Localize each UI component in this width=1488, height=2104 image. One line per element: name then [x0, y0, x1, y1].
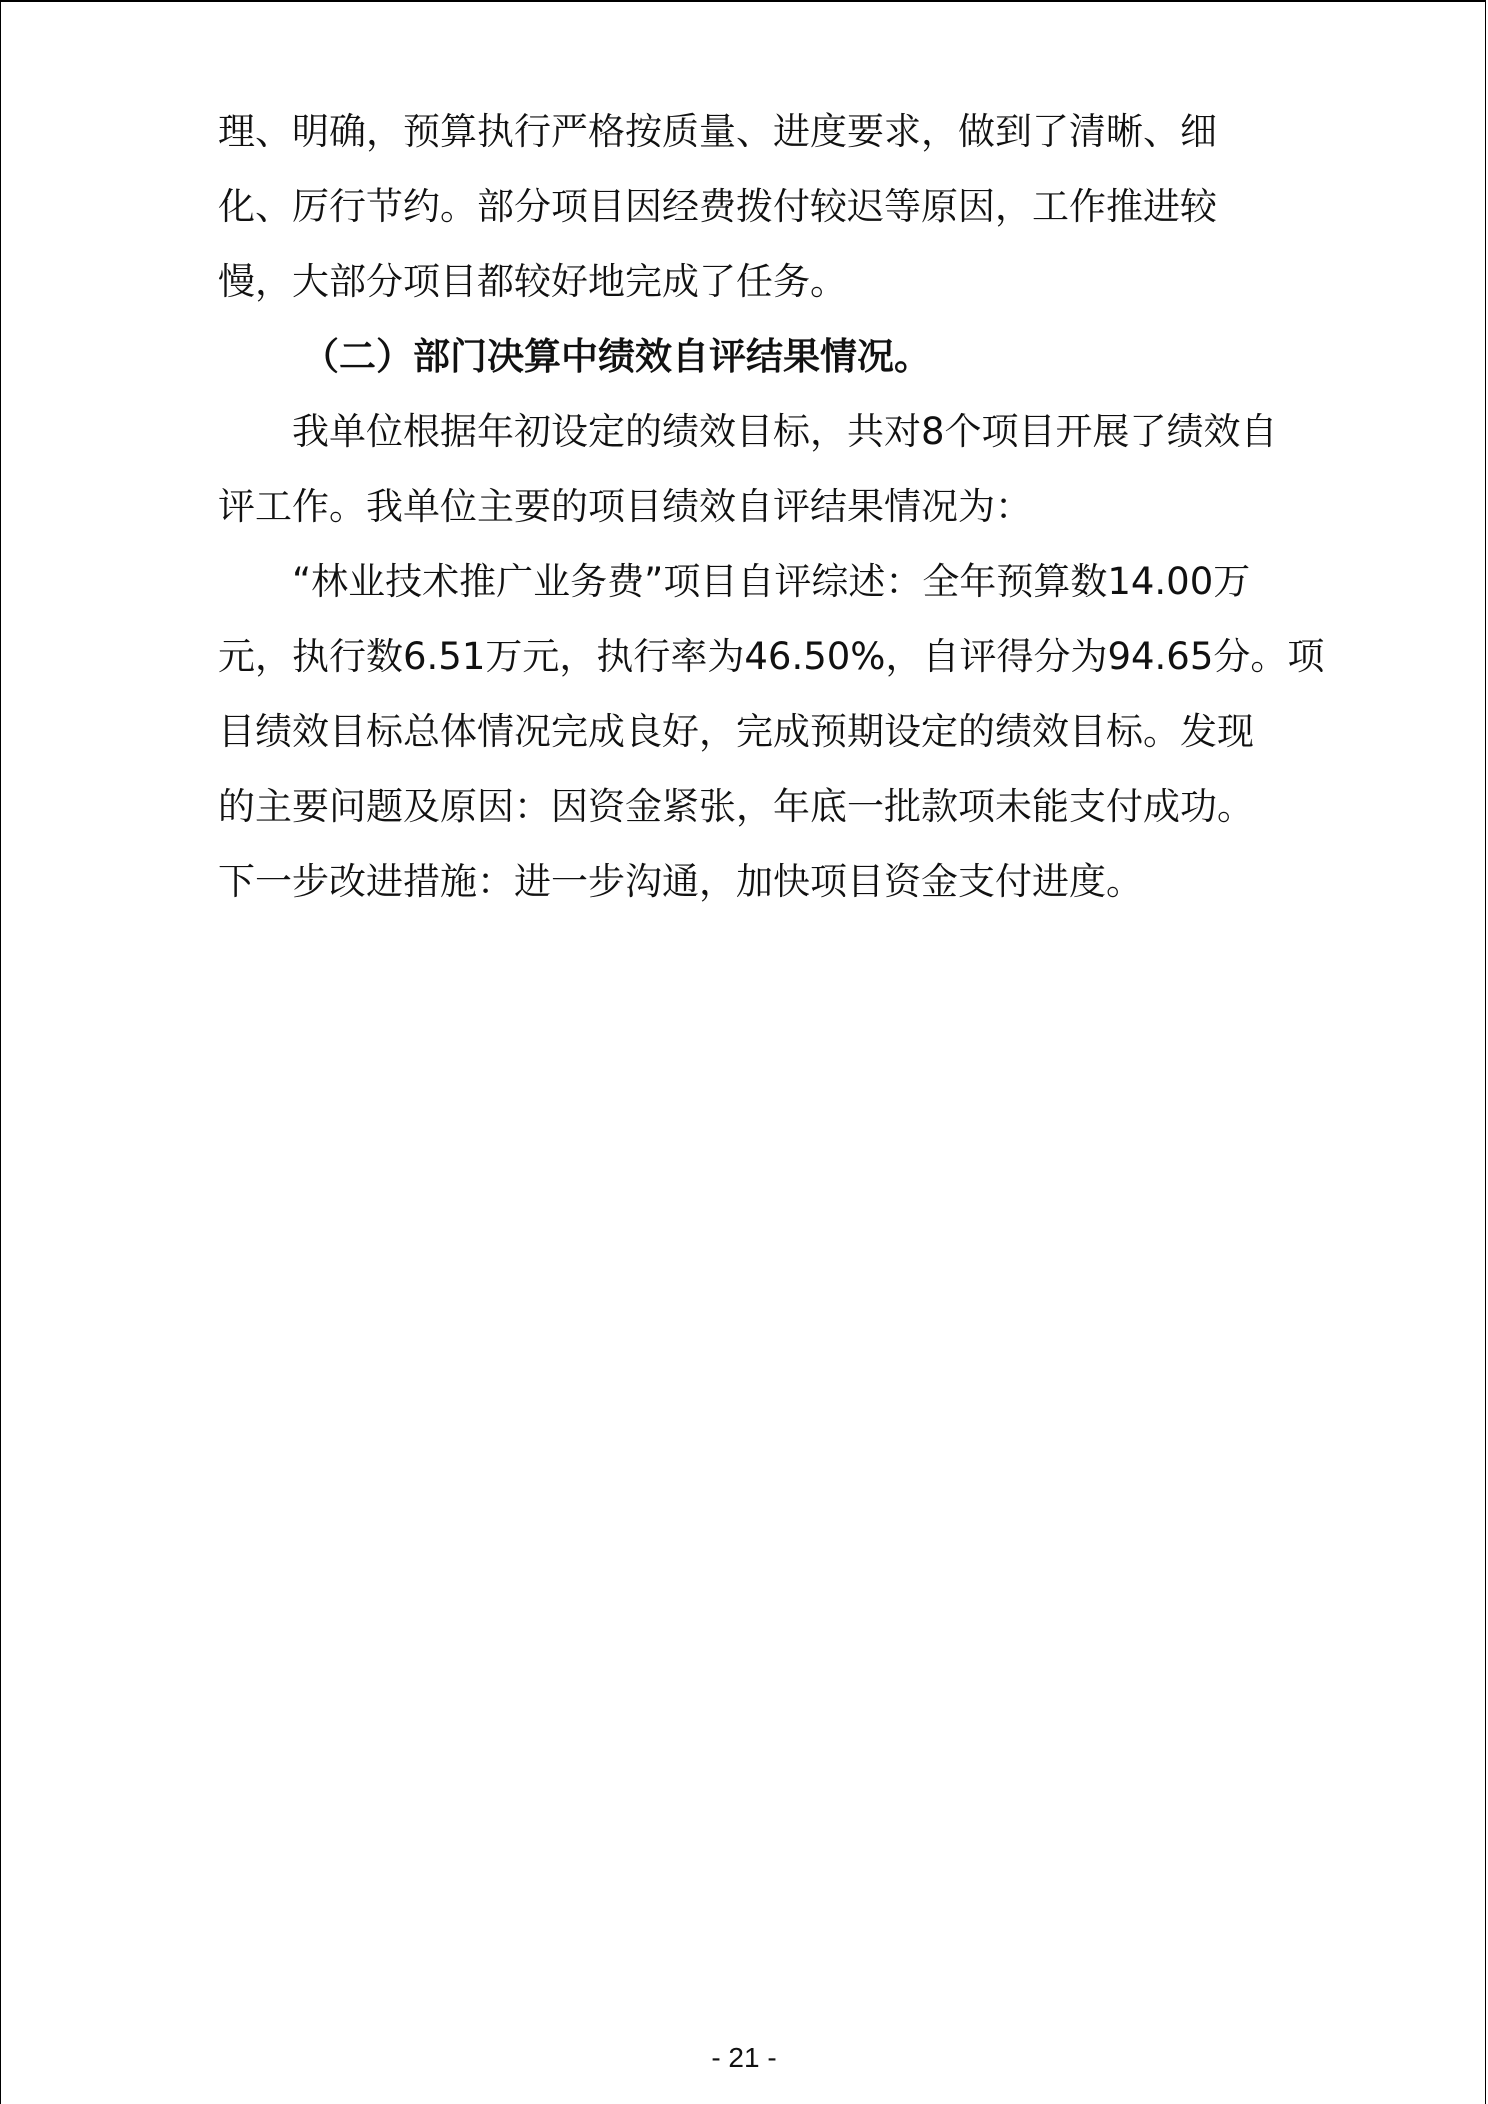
paragraph-line: 目绩效目标总体情况完成良好，完成预期设定的绩效目标。发现 [218, 710, 1254, 753]
paragraph-line: “林业技术推广业务费”项目自评综述：全年预算数14.00万 [292, 560, 1251, 603]
paragraph-line: 元，执行数6.51万元，执行率为46.50%，自评得分为94.65分。项 [218, 635, 1325, 678]
paragraph-line: 我单位根据年初设定的绩效目标，共对8个项目开展了绩效自 [292, 410, 1278, 453]
section-heading: （二）部门决算中绩效自评结果情况。 [302, 335, 931, 378]
paragraph-line: 理、明确，预算执行严格按质量、进度要求，做到了清晰、细 [218, 110, 1217, 153]
document-body [218, 94, 1325, 919]
page-number: - 21 - [711, 2042, 777, 2073]
paragraph-line: 评工作。我单位主要的项目绩效自评结果情况为： [218, 485, 1032, 528]
paragraph-line: 化、厉行节约。部分项目因经费拨付较迟等原因，工作推进较 [218, 185, 1217, 228]
paragraph-line: 下一步改进措施：进一步沟通，加快项目资金支付进度。 [218, 860, 1143, 903]
paragraph-line: 的主要问题及原因：因资金紧张，年底一批款项未能支付成功。 [218, 785, 1254, 828]
paragraph-line: 慢，大部分项目都较好地完成了任务。 [218, 260, 847, 303]
